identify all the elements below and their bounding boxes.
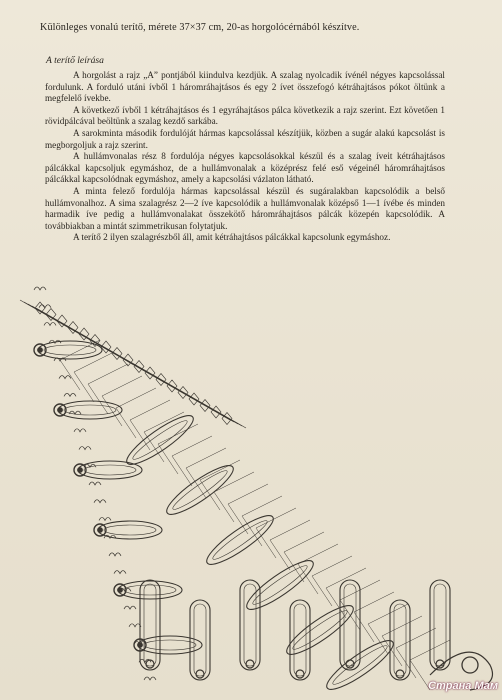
- section-title: A terítő leírása: [46, 55, 104, 66]
- watermark: Страна Мам: [428, 680, 498, 692]
- paragraph: A horgolást a rajz „A” pontjából kiindulva kezdjük. A szalag nyolcadik ívénél négyes kapcsolással fordulunk. A forduló utáni ívből 1 háromráhajtásos és egy 2 ívet összefogó kétráhajtásos pókot öltünk a megfelelő ívekbe.: [45, 70, 445, 104]
- body-text: [45, 70, 445, 244]
- paragraph: A következő ívből 1 kétráhajtásos és 1 egyráhajtásos pálca következik a rajz szerint. Ezt követően 1 rövidpálcával beöltünk a szalag kezdő sarkába.: [45, 104, 445, 127]
- paragraph: A terítő 2 ilyen szalagrészből áll, amit kétráhajtásos pálcákkal kapcsolunk egymáshoz.: [73, 232, 391, 243]
- paragraph: A sarokminta második fordulóját hármas kapcsolással készítjük, közben a sugár alakú kapcsolást is megborgoljuk a rajz szerint.: [45, 127, 445, 150]
- paragraph: A hullámvonalas rész 8 fordulója négyes kapcsolásokkal készül és a szalag íveit kétráhajtásos pálcákkal kapcsoljuk egymáshoz, de a hullámvonalak a középrész felé eső végeinél háromráhajtásos pálcákkal kapcsolódnak egymáshoz, amely a kapcsolási vázlaton látható.: [45, 151, 445, 185]
- lace-pattern-diagram: [0, 280, 502, 700]
- page-header: Különleges vonalú terítő, mérete 37×37 cm, 20-as horgolócérnából készítve.: [40, 22, 360, 33]
- paragraph: A minta felező fordulója hármas kapcsolással készül és sugáralakban kapcsolódik a belső hullámvonalhoz. A sima szalagrész 2—2 íve kapcsolódik a hullámvonalak középső 1—1 ívébe és minden harmadik íve pedig a hullámvonalakat összekötő háromráhajtásos pálcák közepén kapcsolódik. A továbbiakban a mintát szimmetrikusan folytatjuk.: [45, 185, 445, 231]
